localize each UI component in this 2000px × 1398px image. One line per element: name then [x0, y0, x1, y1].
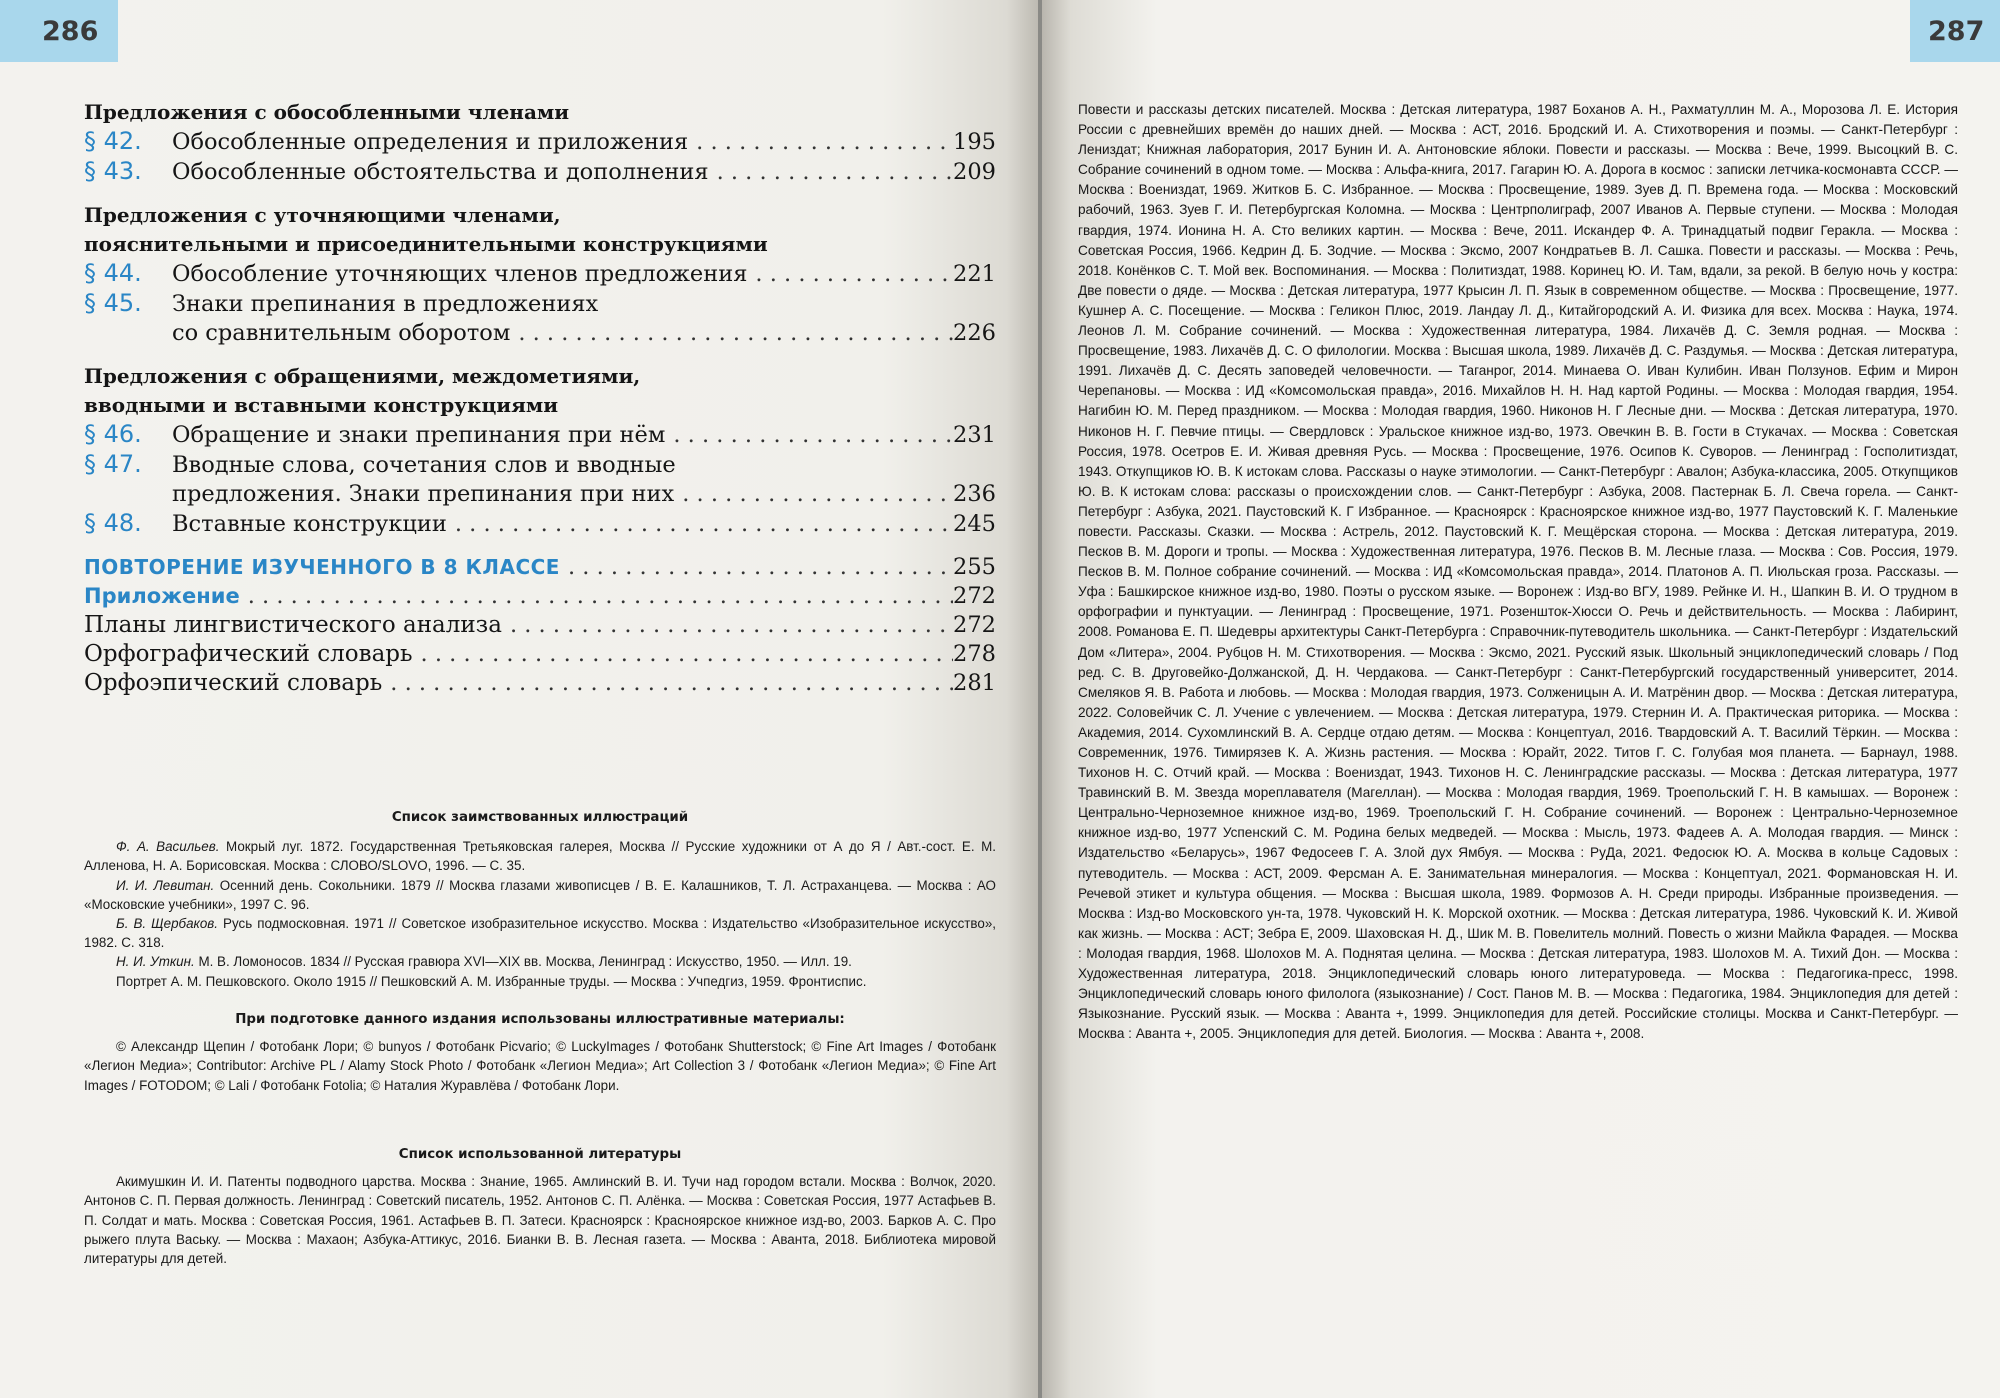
leader-dots [674, 480, 953, 509]
leader-dots [240, 582, 953, 611]
entry-title: Знаки препинания в предложениях [172, 291, 599, 317]
section-title: Предложения с обособленными членами [84, 100, 570, 124]
entry-title: Обособленные определения и приложения [172, 129, 689, 155]
leader-dots [709, 158, 953, 187]
leader-dots [560, 553, 953, 582]
section-title: Предложения с уточняющими членами, [84, 203, 561, 227]
entry-title-continued: предложения. Знаки препинания при них [172, 481, 675, 507]
literature-continued-text: Повести и рассказы детских писателей. Москва : Детская литература, 1987 Боханов А. Н., Рахматуллин М. А., Морозова Л. Е. История России с древнейших времён до наших дней. — Москва : АСТ, 2016. Бродский И. А. Стихотворения и поэмы. — Санкт-Петербург : Лениздат; Книжная лаборатория, 2017 Бунин И. А. Антоновские яблоки. Повести и рассказы. — Москва : Вече, 1999. Высоцкий В. С. Собрание сочинений в одном томе. — Москва : Альфа-книга, 2017. Гагарин Ю. А. Дорога в космос : записки летчика-космонавта СССР. — Москва : Воениздат, 1969. Житков Б. С. Избранное. — Москва : Просвещение, 1989. Зуев Д. П. Времена года. — Москва : Московский рабочий, 1963. Зуев Г. И. Петербургская Коломна. — Москва : Центрполиграф, 2007 Иванов А. Первые ступени. — Москва : Молодая гвардия, 1974. Ионина Н. А. Сто великих картин. — Москва : Вече, 2011. Искандер Ф. А. Тринадцатый подвиг Геракла. — Москва : Советская Россия, 1966. Кедрин Д. Б. Зодчие. — Москва : Эксмо, 2007 Кондратьев В. Л. Сашка. Повести и рассказы. — Москва : Речь, 2018. Конёнков С. Т. Мой век. Воспоминания. — Москва : Политиздат, 1988. Коринец Ю. И. Там, вдали, за рекой. В белую ночь у костра: Две повести о дяде. — Москва : Детская литература, 1977 Крысин Л. П. Язык в современном обществе. — Москва : Просвещение, 1977. Кушнер А. С. Посещение. — Москва : Геликон Плюс, 2019. Ландау Л. Д., Китайгородский А. И. Физика для всех. Москва : Наука, 1974. Леонов Л. М. Собрание сочинений. — Москва : Художественная литература, 1984. Лихачёв Д. С. Земля родная. — Москва : Просвещение, 1983. Лихачёв Д. С. О филологии. Москва : Высшая школа, 1989. Лихачёв Д. С. Раздумья. — Москва : Детская литература, 1991. Лихачёв Д. С. Десять заповедей человечности. — Таганрог, 2014. Минаева О. Иван Кулибин. Иван Ползунов. Ефим и Мирон Черепановы. — Москва : ИД «Комсомольская правда», 2016. Михайлов Н. Н. Над картой Родины. — Москва : Молодая гвардия, 1954. Нагибин Ю. М. Перед праздником. — Москва : Молодая гвардия, 1960. Никонов Н. Г Лесные дни. — Москва : Детская литература, 1970. Никонов Н. Г. Певчие птицы. — Свердловск : Уральское книжное изд-во, 1973. Овечкин В. В. Гости в Стукачах. — Москва : Советская Россия, 1978. Осетров Е. И. Живая древняя Русь. — Москва : Просвещение, 1976. Осипов К. Суворов. — Ленинград : Госполитиздат, 1943. Откупщиков Ю. В. К истокам слова. Рассказы о науке этимологии. — Санкт-Петербург : Авалон; Азбука-классика, 2005. Откупщиков Ю. В. К истокам слова: рассказы о происхождении слов. — Санкт-Петербург : Азбука, 2008. Пастернак Б. Л. Свеча горела. — Санкт-Петербург : Азбука, 2021. Паустовский К. Г Избранное. — Красноярск : Красноярское книжное изд-во, 1977 Паустовский К. Г. Маленькие повести. Рассказы. Сказки. — Москва : Астрель, 2012. Паустовский К. Г. Мещёрская сторона. — Москва : Детская литература, 2019. Песков В. М. Дороги и тропы. — Москва : Художественная литература, 1976. Песков В. М. Лесные глаза. — Москва : Сов. Россия, 1979. Песков В. М. Полное собрание сочинений. — Москва : ИД «Комсомольская правда», 2014. Платонов А. П. Июльская гроза. Рассказы. — Уфа : Башкирское книжное изд-во, 1980. Поэты о русском языке. — Воронеж : Изд-во ВГУ, 1989. Рейнке И. Н., Шапкин В. И. О трудном в орфографии и пунктуации. — Ленинград : Просвещение, 1971. Розеншток-Хюсси О. Речь и действительность. — Москва : Лабиринт, 2008. Романова Е. П. Шедевры архитектуры Санкт-Петербурга : Справочник-путеводитель школьника. — Санкт-Петербург : Издательский Дом «Литера», 2004. Рубцов Н. М. Стихотворения. — Москва : Эксмо, 2021. Русский язык. Школьный энциклопедический словарь / Под ред. С. В. Друговейко-Должанской, Д. Н. Чердакова. — Санкт-Петербург : Санкт-Петербургский государственный университет, 2014. Смеляков Я. В. Работа и любовь. — Москва : Молодая гвардия, 1973. Солженицын А. И. Матрёнин двор. — Москва : Детская литература, 2022. Соловейчик С. Л. Учение с увлечением. — Москва : Детская литература, 1979. Стернин И. А. Практическая риторика. — Москва : Академия, 2014. Сухомлинский В. А. Сердце отдаю детям. — Москва : Концептуал, 2016. Твардовский А. Т. Василий Тёркин. — Москва : Современник, 1976. Тимирязев К. А. Жизнь растения. — Москва : Юрайт, 2022. Титов Г. С. Голубая моя планета. — Барнаул, 1988. Тихонов Н. С. Отчий край. — Москва : Воениздат, 1943. Тихонов Н. С. Ленинградские рассказы. — Москва : Детская литература, 1977 Травинский В. М. Звезда мореплавателя (Магеллан). — Москва : Молодая гвардия, 1969. Троепольский Г. Н. В камышах. — Воронеж : Центрально-Черноземное книжное изд-во, 1969. Троепольский Г. Н. Собрание сочинений. — Воронеж : Центрально-Черноземное книжное изд-во, 1977 Успенский С. М. Родина белых медведей. — Москва : Мысль, 1973. Фадеев А. А. Молодая гвардия. — Минск : Издательство «Беларусь», 1967 Федосеев Г. А. Злой дух Ямбуя. — Москва : РуДа, 2021. Федосюк Ю. А. Москва в кольце Садовых : путеводитель. — Москва : АСТ, 2009. Ферсман А. Е. Занимательная минералогия. — Москва : Концептуал, 2021. Формановская Н. И. Речевой этикет и культура общения. — Москва : Высшая школа, 1989. Формозов А. Н. Среди природы. Избранные произведения. — Москва : Изд-во Московского ун-та, 1978. Чуковский Н. К. Морской охотник. — Москва : Детская литература, 1986. Чуковский К. И. Живой как жизнь. — Москва : АСТ; Зебра Е, 2009. Шаховская Н. Д., Шик М. В. Повелитель молний. Повесть о жизни Майкла Фарадея. — Москва : Молодая гвардия, 1968. Шолохов М. А. Поднятая целина. — Москва : Детская литература, 1983. Шолохов М. А. Тихий Дон. — Москва : Художественная литература, 2018. Энциклопедический словарь юного литературоведа. — Москва : Педагогика-пресс, 1998. Энциклопедический словарь юного филолога (языкознание) / Сост. Панов М. В. — Москва : Педагогика, 1984. Энциклопедия для детей : Языкознание. Русский язык. — Москва : Аванта +, 1999. Энциклопедия для детей. Российские столицы. Москва и Санкт-Петербург. — Москва : Аванта +, 2005. Энциклопедия для детей. Биология. — Москва : Аванта +, 2008. [1078, 102, 1958, 1042]
leader-dots [665, 421, 953, 450]
leader-dots [502, 611, 953, 640]
item-author: И. И. Левитан. [116, 877, 215, 893]
toc-entry-46 [84, 420, 996, 450]
entry-title: Обращение и знаки препинания при нём [172, 422, 666, 448]
paragraph-number: § 48. [84, 509, 142, 537]
entry-title: Вставные конструкции [172, 511, 447, 537]
toc-entry-plans [84, 611, 996, 640]
entry-title-continued: со сравнительным оборотом [172, 320, 511, 346]
right-page [1042, 0, 2000, 1398]
toc-entry-45-continued [84, 319, 996, 348]
toc-entry-orthoepic [84, 669, 996, 698]
toc-entry-45 [84, 289, 996, 319]
item-text: Осенний день. Сокольники. 1879 // Москва глазами живописцев / В. Е. Калашников, Т. Л. Астраханцева. — Москва : АО «Московские учебники», 1997 С. 96. [84, 877, 996, 912]
section-title-continued: вводными и вставными конструкциями [84, 393, 559, 417]
illustrations-list [84, 808, 996, 991]
toc-entry-appendix [84, 582, 996, 611]
page-ref: 245 [953, 511, 996, 537]
leader-dots [510, 319, 953, 348]
materials-title: При подготовке данного издания использованы иллюстративные материалы: [235, 1012, 845, 1027]
entry-title: Приложение [84, 584, 240, 608]
page-ref: 195 [953, 129, 996, 155]
item-text: М. В. Ломоносов. 1834 // Русская гравюра XVI—XIX вв. Москва, Ленинград : Искусство, 1950. — Илл. 19. [198, 954, 852, 970]
page-ref: 226 [953, 320, 996, 346]
illustration-item [84, 972, 996, 991]
illustration-item [84, 914, 996, 952]
paragraph-number: § 45. [84, 289, 142, 317]
paragraph-number: § 46. [84, 420, 142, 448]
toc-entry-review [84, 553, 996, 582]
section-title: Предложения с обращениями, междометиями, [84, 364, 641, 388]
literature-list [84, 1145, 996, 1268]
page-ref: 278 [953, 641, 996, 667]
entry-title: Орфоэпический словарь [84, 670, 383, 696]
page-ref: 236 [953, 481, 996, 507]
illustration-item [84, 837, 996, 875]
paragraph-number: § 44. [84, 259, 142, 287]
entry-title: Вводные слова, сочетания слов и вводные [172, 452, 676, 478]
materials-text: © Александр Щепин / Фотобанк Лори; © bunyos / Фотобанк Picvario; © LuckyImages / Фотобанк Shutterstock; © Fine Art Images / Фотобанк «Легион Медиа»; Contributor: Archive PL / Alamy Stock Photo / Фотобанк «Легион Медиа»; Art Collection 3 / Фотобанк «Легион Медиа»; © Fine Art Images / FOTODOM; © Lali / Фотобанк Fotolia; © Наталия Журавлёва / Фотобанк Лори. [84, 1039, 996, 1093]
entry-title: ПОВТОРЕНИЕ ИЗУЧЕННОГО В 8 КЛАССЕ [84, 555, 560, 579]
item-text: Русь подмосковная. 1971 // Советское изобразительное искусство. Москва : Издательство «Изобразительное искусство», 1982. С. 318. [84, 916, 996, 951]
toc-entry-47-continued [84, 480, 996, 509]
toc-entry-43 [84, 157, 996, 187]
item-author: Н. И. Уткин. [116, 954, 195, 970]
literature-title: Список использованной литературы [398, 1147, 682, 1162]
toc-entry-47 [84, 450, 996, 480]
item-text: Мокрый луг. 1872. Государственная Третьяковская галерея, Москва // Русские художники от А до Я / Авт.-сост. Е. М. Алленова, Н. А. Борисовская. Москва : СЛОВО/SLOVO, 1996. — С. 35. [84, 839, 996, 874]
toc-entry-44 [84, 259, 996, 289]
page-number: 286 [42, 15, 99, 47]
leader-dots [747, 260, 953, 289]
entry-title: Обособленные обстоятельства и дополнения [172, 159, 709, 185]
item-text: Портрет А. М. Пешковского. Около 1915 // Пешковский А. М. Избранные труды. — Москва : Учпедгиз, 1959. Фронтиспис. [116, 973, 867, 989]
entry-title: Обособление уточняющих членов предложения [172, 261, 748, 287]
leader-dots [382, 669, 953, 698]
page-ref: 281 [953, 670, 996, 696]
leader-dots [688, 128, 953, 157]
page-number: 287 [1928, 15, 1985, 47]
item-author: Б. В. Щербаков. [116, 916, 218, 932]
page-ref: 221 [953, 261, 996, 287]
illustrations-title: Список заимствованных иллюстраций [391, 810, 689, 825]
page-ref: 255 [953, 554, 996, 580]
paragraph-number: § 43. [84, 157, 142, 185]
toc-entry-42 [84, 127, 996, 157]
paragraph-number: § 42. [84, 127, 142, 155]
page-ref: 272 [953, 612, 996, 638]
illustrative-materials [84, 1010, 996, 1095]
page-ref: 231 [953, 422, 996, 448]
table-of-contents [84, 98, 996, 698]
page-number-tab [0, 0, 118, 62]
paragraph-number: § 47. [84, 450, 142, 478]
leader-dots [447, 510, 953, 539]
leader-dots [413, 640, 954, 669]
illustration-item [84, 952, 996, 971]
page-number-tab [1910, 0, 2000, 62]
toc-entry-orthographic [84, 640, 996, 669]
page-ref: 209 [953, 159, 996, 185]
page-ref: 272 [953, 583, 996, 609]
literature-text: Акимушкин И. И. Патенты подводного царства. Москва : Знание, 1965. Амлинский В. И. Тучи над городом встали. Москва : Волчок, 2020. Антонов С. П. Первая должность. Ленинград : Советский писатель, 1952. Антонов С. П. Алёнка. — Москва : Советская Россия, 1977 Астафьев В. П. Солдат и мать. Москва : Советская Россия, 1961. Астафьев В. П. Затеси. Красноярск : Красноярское книжное изд-во, 2003. Барков А. С. Про рыжего плута Ваську. — Москва : Махаон; Азбука-Аттикус, 2016. Бианки В. В. Лесная газета. — Москва : Аванта, 2018. Библиотека мировой литературы для детей. [84, 1174, 996, 1267]
item-author: Ф. А. Васильев. [116, 839, 220, 855]
entry-title: Планы лингвистического анализа [84, 612, 502, 638]
toc-entry-48 [84, 509, 996, 539]
entry-title: Орфографический словарь [84, 641, 413, 667]
section-title-continued: пояснительными и присоединительными конструкциями [84, 232, 768, 256]
illustration-item [84, 876, 996, 914]
